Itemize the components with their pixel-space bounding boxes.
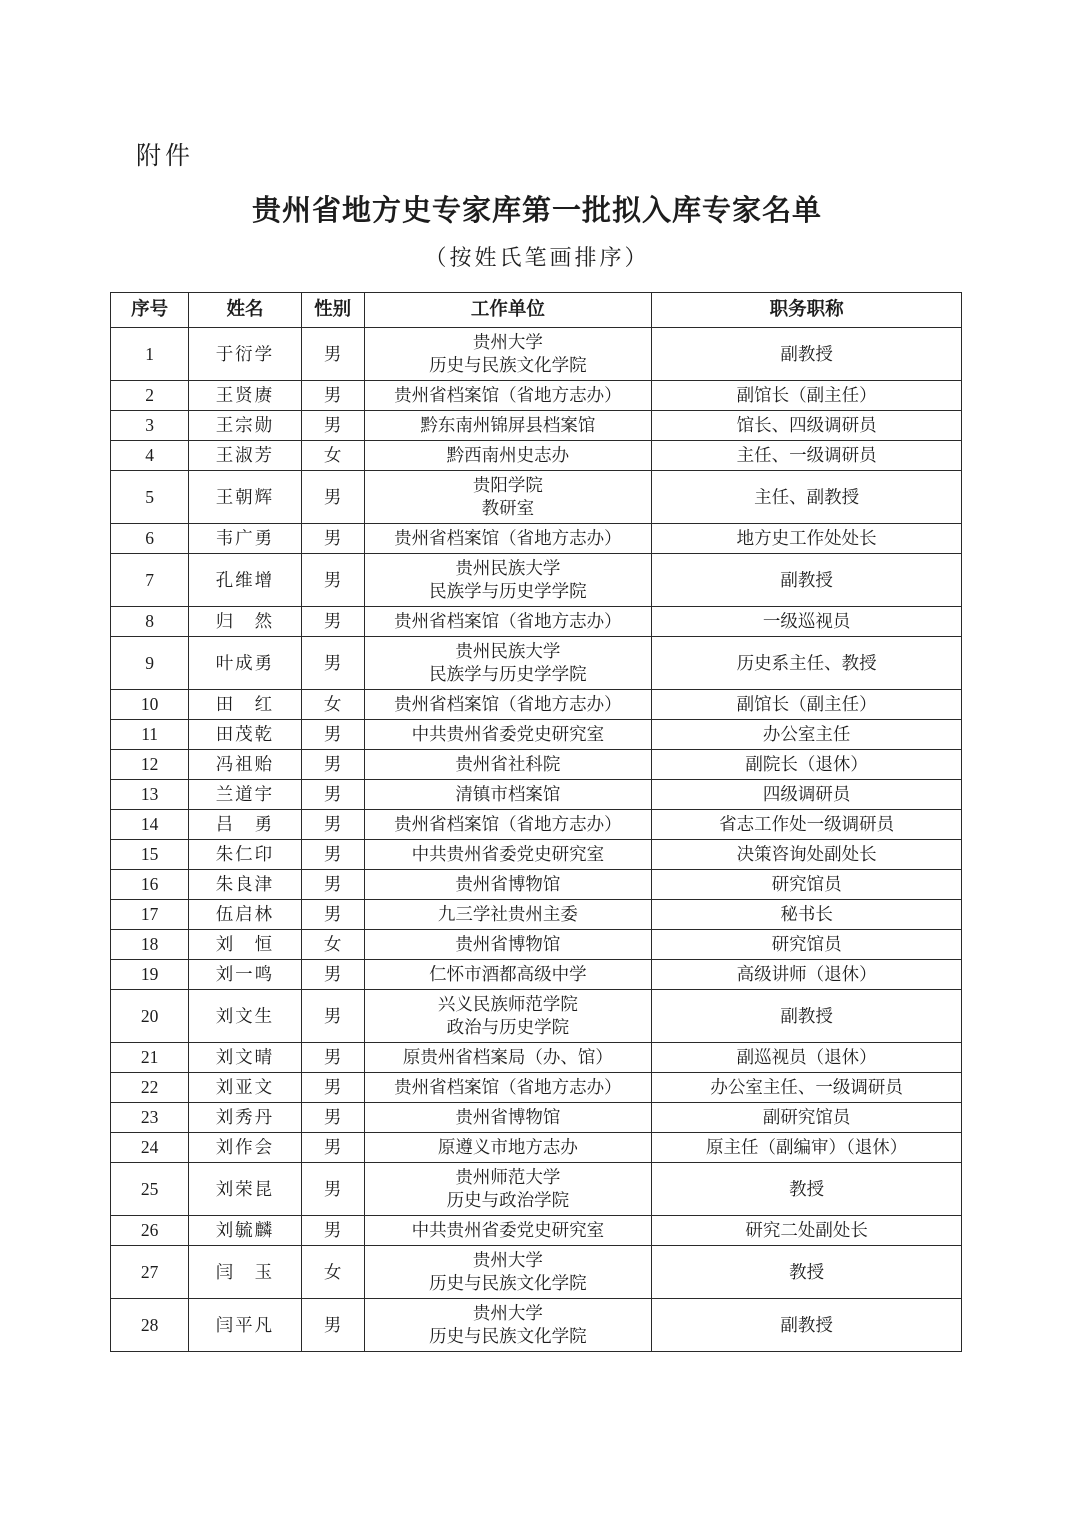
position-cell: 高级讲师（退休）: [652, 960, 962, 990]
work-unit-cell: 黔东南州锦屏县档案馆: [364, 411, 652, 441]
row-number-cell: 5: [111, 471, 189, 524]
position-cell: 研究馆员: [652, 870, 962, 900]
table-row: [111, 607, 962, 637]
position-cell: 秘书长: [652, 900, 962, 930]
table-row: [111, 840, 962, 870]
table-body: [111, 328, 962, 1352]
row-number-cell: 15: [111, 840, 189, 870]
position-cell: 副教授: [652, 554, 962, 607]
row-number-cell: 24: [111, 1133, 189, 1163]
position-cell: 副馆长（副主任）: [652, 381, 962, 411]
work-unit-cell: 贵州大学 历史与民族文化学院: [364, 328, 652, 381]
work-unit-cell: 清镇市档案馆: [364, 780, 652, 810]
name-cell: 刘亚文: [189, 1073, 301, 1103]
name-cell: 孔维增: [189, 554, 301, 607]
gender-cell: 男: [301, 1103, 364, 1133]
name-cell: 兰道宇: [189, 780, 301, 810]
name-cell: 王贤赓: [189, 381, 301, 411]
row-number-cell: 10: [111, 690, 189, 720]
name-cell: 于衍学: [189, 328, 301, 381]
gender-cell: 男: [301, 780, 364, 810]
row-number-cell: 27: [111, 1246, 189, 1299]
name-cell: 闫 玉: [189, 1246, 301, 1299]
gender-cell: 男: [301, 870, 364, 900]
position-cell: 副教授: [652, 328, 962, 381]
row-number-cell: 21: [111, 1043, 189, 1073]
position-cell: 副教授: [652, 1299, 962, 1352]
gender-cell: 女: [301, 690, 364, 720]
page-subtitle: （按姓氏笔画排序）: [424, 245, 650, 270]
row-number-cell: 8: [111, 607, 189, 637]
table-row: [111, 750, 962, 780]
position-cell: 馆长、四级调研员: [652, 411, 962, 441]
table-row: [111, 810, 962, 840]
gender-cell: 男: [301, 607, 364, 637]
table-row: [111, 990, 962, 1043]
work-unit-cell: 贵州省档案馆（省地方志办）: [364, 524, 652, 554]
table-row: [111, 1103, 962, 1133]
row-number-cell: 26: [111, 1216, 189, 1246]
work-unit-cell: 贵州省博物馆: [364, 870, 652, 900]
name-cell: 刘一鸣: [189, 960, 301, 990]
table-row: [111, 637, 962, 690]
table-row: [111, 780, 962, 810]
table-row: [111, 411, 962, 441]
row-number-cell: 19: [111, 960, 189, 990]
position-cell: 副巡视员（退休）: [652, 1043, 962, 1073]
gender-cell: 男: [301, 524, 364, 554]
gender-cell: 女: [301, 930, 364, 960]
position-cell: 教授: [652, 1246, 962, 1299]
work-unit-cell: 贵州民族大学 民族学与历史学学院: [364, 637, 652, 690]
row-number-cell: 4: [111, 441, 189, 471]
table-row: [111, 381, 962, 411]
experts-table: [110, 292, 962, 1352]
position-cell: 四级调研员: [652, 780, 962, 810]
position-cell: 办公室主任、一级调研员: [652, 1073, 962, 1103]
row-number-cell: 7: [111, 554, 189, 607]
position-cell: 副研究馆员: [652, 1103, 962, 1133]
name-cell: 王淑芳: [189, 441, 301, 471]
position-cell: 研究二处副处长: [652, 1216, 962, 1246]
header-cell-gender: 性别: [301, 293, 364, 328]
gender-cell: 男: [301, 990, 364, 1043]
work-unit-cell: 贵州省博物馆: [364, 1103, 652, 1133]
gender-cell: 男: [301, 1073, 364, 1103]
name-cell: 刘毓麟: [189, 1216, 301, 1246]
work-unit-cell: 黔西南州史志办: [364, 441, 652, 471]
gender-cell: 男: [301, 554, 364, 607]
position-cell: 省志工作处一级调研员: [652, 810, 962, 840]
work-unit-cell: 贵州省博物馆: [364, 930, 652, 960]
work-unit-cell: 仁怀市酒都高级中学: [364, 960, 652, 990]
table-row: [111, 1163, 962, 1216]
row-number-cell: 25: [111, 1163, 189, 1216]
name-cell: 伍启林: [189, 900, 301, 930]
header-cell-number: 序号: [111, 293, 189, 328]
gender-cell: 男: [301, 810, 364, 840]
row-number-cell: 17: [111, 900, 189, 930]
work-unit-cell: 中共贵州省委党史研究室: [364, 720, 652, 750]
gender-cell: 女: [301, 441, 364, 471]
row-number-cell: 11: [111, 720, 189, 750]
table-row: [111, 900, 962, 930]
row-number-cell: 9: [111, 637, 189, 690]
position-cell: 一级巡视员: [652, 607, 962, 637]
name-cell: 王宗勋: [189, 411, 301, 441]
table-row: [111, 690, 962, 720]
attachment-label: 附件: [136, 143, 195, 170]
work-unit-cell: 贵州民族大学 民族学与历史学学院: [364, 554, 652, 607]
name-cell: 冯祖贻: [189, 750, 301, 780]
work-unit-cell: 中共贵州省委党史研究室: [364, 840, 652, 870]
row-number-cell: 3: [111, 411, 189, 441]
name-cell: 田 红: [189, 690, 301, 720]
name-cell: 朱仁印: [189, 840, 301, 870]
row-number-cell: 18: [111, 930, 189, 960]
gender-cell: 男: [301, 900, 364, 930]
name-cell: 归 然: [189, 607, 301, 637]
header-cell-position: 职务职称: [652, 293, 962, 328]
work-unit-cell: 原贵州省档案局（办、馆）: [364, 1043, 652, 1073]
name-cell: 闫平凡: [189, 1299, 301, 1352]
row-number-cell: 13: [111, 780, 189, 810]
name-cell: 刘荣昆: [189, 1163, 301, 1216]
name-cell: 刘文晴: [189, 1043, 301, 1073]
name-cell: 刘作会: [189, 1133, 301, 1163]
row-number-cell: 28: [111, 1299, 189, 1352]
name-cell: 田茂乾: [189, 720, 301, 750]
row-number-cell: 6: [111, 524, 189, 554]
work-unit-cell: 贵州省档案馆（省地方志办）: [364, 810, 652, 840]
table-row: [111, 720, 962, 750]
experts-table-container: [110, 292, 962, 1352]
work-unit-cell: 贵阳学院 教研室: [364, 471, 652, 524]
name-cell: 刘秀丹: [189, 1103, 301, 1133]
position-cell: 副馆长（副主任）: [652, 690, 962, 720]
position-cell: 主任、一级调研员: [652, 441, 962, 471]
name-cell: 韦广勇: [189, 524, 301, 554]
work-unit-cell: 贵州省档案馆（省地方志办）: [364, 381, 652, 411]
page-title: 贵州省地方史专家库第一批拟入库专家名单: [251, 195, 822, 227]
table-row: [111, 1043, 962, 1073]
table-row: [111, 1246, 962, 1299]
header-cell-unit: 工作单位: [364, 293, 652, 328]
table-row: [111, 1133, 962, 1163]
name-cell: 刘文生: [189, 990, 301, 1043]
row-number-cell: 12: [111, 750, 189, 780]
table-row: [111, 930, 962, 960]
position-cell: 办公室主任: [652, 720, 962, 750]
work-unit-cell: 兴义民族师范学院 政治与历史学院: [364, 990, 652, 1043]
table-row: [111, 441, 962, 471]
row-number-cell: 2: [111, 381, 189, 411]
table-header: [111, 293, 962, 328]
table-header-row: [111, 293, 962, 328]
gender-cell: 男: [301, 411, 364, 441]
position-cell: 决策咨询处副处长: [652, 840, 962, 870]
gender-cell: 男: [301, 840, 364, 870]
position-cell: 教授: [652, 1163, 962, 1216]
name-cell: 叶成勇: [189, 637, 301, 690]
name-cell: 朱良津: [189, 870, 301, 900]
table-row: [111, 554, 962, 607]
work-unit-cell: 九三学社贵州主委: [364, 900, 652, 930]
work-unit-cell: 贵州省档案馆（省地方志办）: [364, 690, 652, 720]
position-cell: 历史系主任、教授: [652, 637, 962, 690]
gender-cell: 男: [301, 960, 364, 990]
table-row: [111, 471, 962, 524]
gender-cell: 男: [301, 1043, 364, 1073]
table-row: [111, 1299, 962, 1352]
position-cell: 副院长（退休）: [652, 750, 962, 780]
name-cell: 吕 勇: [189, 810, 301, 840]
table-row: [111, 960, 962, 990]
header-cell-name: 姓名: [189, 293, 301, 328]
table-row: [111, 1216, 962, 1246]
row-number-cell: 1: [111, 328, 189, 381]
row-number-cell: 22: [111, 1073, 189, 1103]
work-unit-cell: 贵州省社科院: [364, 750, 652, 780]
gender-cell: 女: [301, 1246, 364, 1299]
table-row: [111, 870, 962, 900]
name-cell: 王朝辉: [189, 471, 301, 524]
position-cell: 原主任（副编审）（退休）: [652, 1133, 962, 1163]
row-number-cell: 20: [111, 990, 189, 1043]
work-unit-cell: 中共贵州省委党史研究室: [364, 1216, 652, 1246]
row-number-cell: 23: [111, 1103, 189, 1133]
table-row: [111, 524, 962, 554]
work-unit-cell: 原遵义市地方志办: [364, 1133, 652, 1163]
position-cell: 地方史工作处处长: [652, 524, 962, 554]
row-number-cell: 16: [111, 870, 189, 900]
gender-cell: 男: [301, 328, 364, 381]
gender-cell: 男: [301, 471, 364, 524]
gender-cell: 男: [301, 637, 364, 690]
gender-cell: 男: [301, 1216, 364, 1246]
work-unit-cell: 贵州师范大学 历史与政治学院: [364, 1163, 652, 1216]
gender-cell: 男: [301, 1163, 364, 1216]
work-unit-cell: 贵州大学 历史与民族文化学院: [364, 1299, 652, 1352]
work-unit-cell: 贵州大学 历史与民族文化学院: [364, 1246, 652, 1299]
position-cell: 副教授: [652, 990, 962, 1043]
gender-cell: 男: [301, 1133, 364, 1163]
table-row: [111, 328, 962, 381]
gender-cell: 男: [301, 720, 364, 750]
position-cell: 研究馆员: [652, 930, 962, 960]
row-number-cell: 14: [111, 810, 189, 840]
name-cell: 刘 恒: [189, 930, 301, 960]
gender-cell: 男: [301, 381, 364, 411]
work-unit-cell: 贵州省档案馆（省地方志办）: [364, 1073, 652, 1103]
gender-cell: 男: [301, 1299, 364, 1352]
position-cell: 主任、副教授: [652, 471, 962, 524]
table-row: [111, 1073, 962, 1103]
work-unit-cell: 贵州省档案馆（省地方志办）: [364, 607, 652, 637]
gender-cell: 男: [301, 750, 364, 780]
